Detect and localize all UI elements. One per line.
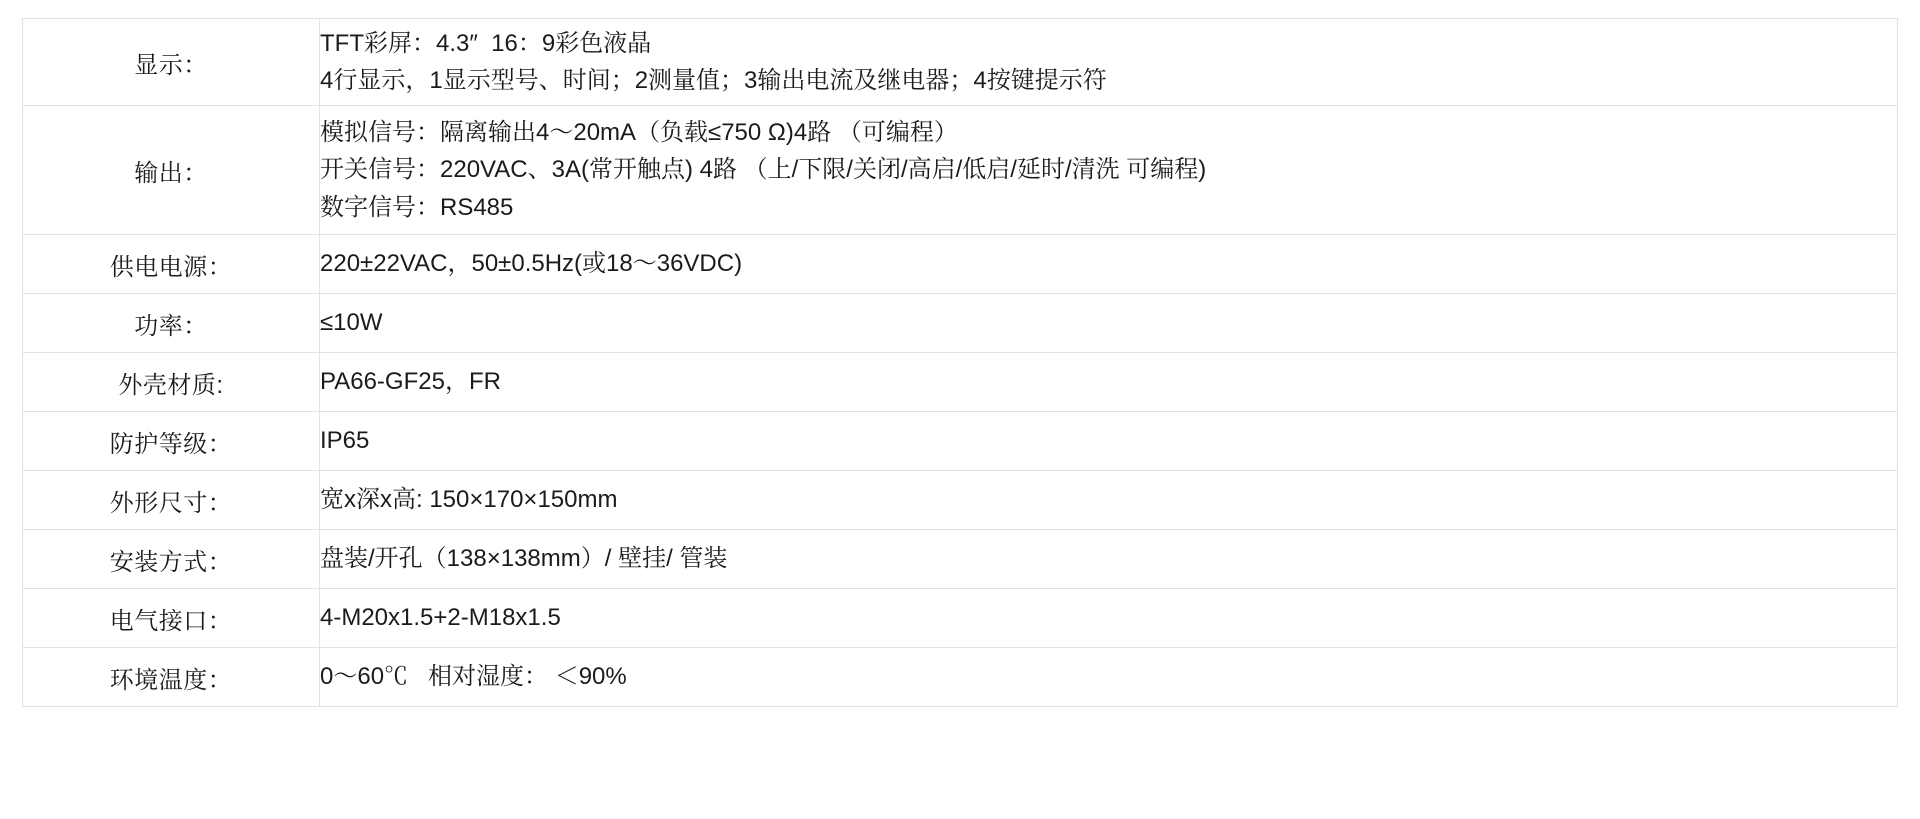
table-row <box>23 106 1898 235</box>
value-line: 4行显示，1显示型号、时间；2测量值；3输出电流及继电器；4按键提示符 <box>320 67 1107 94</box>
row-label: 外形尺寸： <box>23 471 320 530</box>
row-value <box>320 412 1898 471</box>
value-line: PA66-GF25，FR <box>320 368 501 396</box>
value-line: 4-M20x1.5+2-M18x1.5 <box>320 604 561 632</box>
row-value <box>320 648 1898 707</box>
table-row <box>23 530 1898 589</box>
value-line: 模拟信号：隔离输出4～20mA（负载≤750 Ω)4路 （可编程） <box>320 119 958 147</box>
row-label: 外壳材质: <box>23 353 320 412</box>
value-line: ≤10W <box>320 309 383 337</box>
row-value <box>320 589 1898 648</box>
row-value <box>320 106 1898 235</box>
value-line: IP65 <box>320 427 370 455</box>
table-row <box>23 294 1898 353</box>
row-label: 环境温度： <box>23 648 320 707</box>
row-value <box>320 19 1898 106</box>
value-line: 宽x深x高: 150×170×150mm <box>320 486 618 514</box>
row-label: 防护等级： <box>23 412 320 471</box>
table-row <box>23 353 1898 412</box>
row-label: 供电电源： <box>23 235 320 294</box>
row-value <box>320 471 1898 530</box>
table-row <box>23 19 1898 106</box>
table-row <box>23 648 1898 707</box>
value-line: 开关信号：220VAC、3A(常开触点) 4路 （上/下限/关闭/高启/低启/延时/清洗 可编程) <box>320 156 1207 184</box>
row-label: 显示： <box>23 19 320 106</box>
row-value <box>320 294 1898 353</box>
value-line: TFT彩屏：4.3″ 16：9彩色液晶 <box>320 29 652 57</box>
specification-table <box>22 18 1898 707</box>
value-line: 220±22VAC，50±0.5Hz(或18～36VDC) <box>320 250 743 278</box>
table-row <box>23 235 1898 294</box>
table-row <box>23 471 1898 530</box>
row-value <box>320 235 1898 294</box>
row-value <box>320 530 1898 589</box>
table-row <box>23 412 1898 471</box>
value-line: 数字信号：RS485 <box>320 193 514 221</box>
value-line: 盘装/开孔（138×138mm）/ 壁挂/ 管装 <box>320 545 728 573</box>
row-value <box>320 353 1898 412</box>
table-row <box>23 589 1898 648</box>
table-body <box>23 19 1898 707</box>
row-label: 功率： <box>23 294 320 353</box>
row-label: 电气接口： <box>23 589 320 648</box>
row-label: 安装方式： <box>23 530 320 589</box>
value-line: 0～60℃ 相对湿度： ＜90% <box>320 663 627 691</box>
row-label: 输出： <box>23 106 320 235</box>
